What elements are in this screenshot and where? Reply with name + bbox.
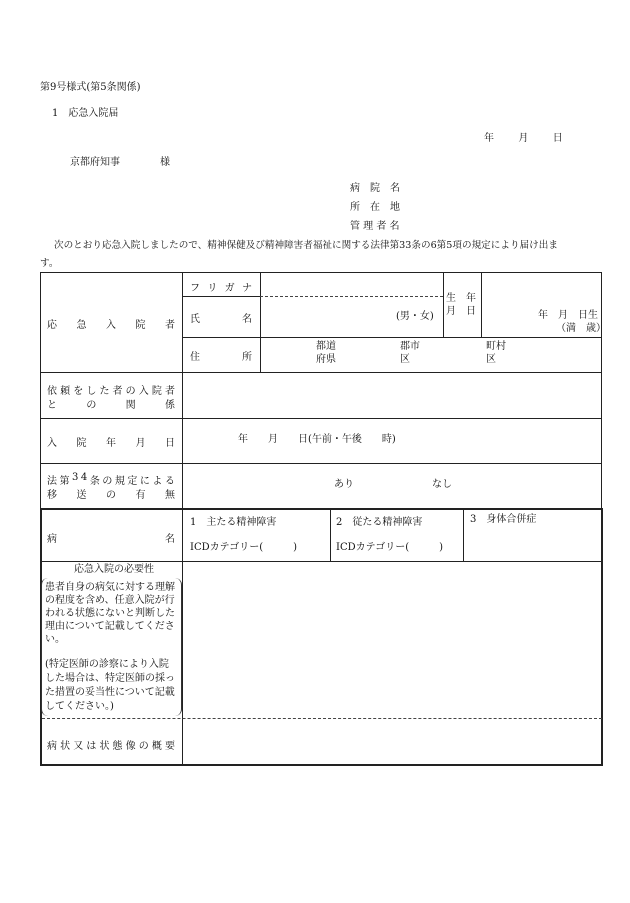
relation-char: 者 — [164, 386, 175, 397]
relation-char: を — [73, 386, 84, 397]
transfer-char: 条 — [89, 476, 100, 487]
patient-label — [47, 316, 175, 331]
condition-label — [47, 737, 175, 752]
relation-char: 者 — [112, 386, 123, 397]
relation-label-2 — [47, 396, 175, 411]
patient-label-char: 入 — [106, 320, 116, 331]
main-disorder: 1 主たる精神障害 — [190, 517, 277, 528]
necessity-note-line: 理由について記載してくださ — [45, 621, 175, 632]
physical-complication: 3 身体合併症 — [470, 514, 537, 525]
main-icd: ICDカテゴリー( ) — [190, 542, 298, 553]
name-label-char: 氏 — [190, 314, 200, 325]
relation-char: の — [125, 386, 136, 397]
transfer-char: 4 — [80, 472, 88, 483]
relation-char: 関 — [125, 400, 136, 411]
furigana-char: ナ — [241, 283, 252, 294]
disease-label — [47, 530, 175, 545]
sub-disorder: 2 従たる精神障害 — [336, 517, 423, 528]
condition-char: の — [138, 741, 149, 752]
relation-char: た — [99, 386, 110, 397]
birth-value-1: 年 月 日生 — [538, 310, 598, 321]
sub-icd: ICDカテゴリー( ) — [336, 542, 444, 553]
admission-char: 院 — [76, 438, 87, 449]
transfer-char: の — [102, 476, 113, 487]
transfer-yes: あり — [334, 479, 354, 490]
admission-char: 日 — [165, 438, 175, 449]
transfer-char: 定 — [127, 476, 138, 487]
patient-label-char: 院 — [135, 320, 146, 331]
transfer-label-2 — [47, 486, 175, 501]
name-label-char: 名 — [242, 314, 252, 325]
condition-char: 病 — [47, 741, 57, 752]
necessity-note — [45, 581, 175, 646]
patient-label-char: 急 — [76, 320, 87, 331]
hospital-manager-label: 管 理 者 名 — [350, 221, 400, 232]
admission-char: 月 — [135, 438, 146, 449]
necessity-note-line: い。 — [45, 634, 65, 645]
relation-label-1 — [47, 382, 175, 397]
condition-char: 概 — [151, 741, 162, 752]
relation-char: 院 — [151, 386, 162, 397]
transfer-char: 無 — [165, 490, 175, 501]
intro-line-2: す。 — [40, 258, 59, 269]
relation-char: 係 — [164, 400, 175, 411]
necessity-note-line: 患者自身の病気に対する理解 — [45, 582, 175, 593]
relation-char: 依 — [47, 386, 57, 397]
admission-value: 年 月 日(午前・午後 時) — [238, 434, 396, 445]
address-label-char: 住 — [190, 352, 200, 363]
condition-char: 要 — [164, 741, 175, 752]
necessity-title: 応急入院の必要性 — [74, 564, 154, 575]
address-pref-1: 都道 — [316, 341, 336, 352]
form-number: 第9号様式(第5条関係) — [40, 82, 141, 93]
admission-char: 年 — [106, 438, 116, 449]
transfer-char: る — [164, 476, 175, 487]
address-label — [190, 348, 252, 363]
transfer-char: に — [139, 476, 150, 487]
patient-label-char: 者 — [165, 320, 175, 331]
hospital-address-label: 所 在 地 — [350, 202, 400, 213]
birth-value-2: （満 歳） — [556, 323, 606, 334]
transfer-char: 規 — [114, 476, 125, 487]
address-pref-2: 府県 — [316, 354, 336, 365]
transfer-label-1 — [47, 472, 175, 487]
intro-line-1: 次のとおり応急入院しましたので、精神保健及び精神障害者福祉に関する法律第33条の6第5項の規定により届け出ま — [54, 240, 558, 251]
relation-char: 入 — [138, 386, 149, 397]
necessity-note-line: してください。) — [45, 701, 114, 712]
admission-label — [47, 434, 175, 449]
necessity-note-line: た措置の妥当性について記載 — [45, 687, 175, 698]
transfer-char: 移 — [47, 490, 57, 501]
relation-char: し — [86, 386, 97, 397]
condition-char: は — [86, 741, 97, 752]
name-label — [190, 310, 252, 325]
address-label-char: 所 — [242, 352, 252, 363]
hospital-name-label: 病 院 名 — [350, 183, 400, 194]
date-year: 年 — [484, 133, 494, 144]
date-day: 日 — [552, 133, 563, 144]
necessity-note-2 — [45, 658, 175, 714]
furigana-char: ガ — [224, 283, 235, 294]
relation-char: と — [47, 400, 57, 411]
condition-char: 状 — [99, 741, 110, 752]
transfer-char: 第 — [59, 476, 70, 487]
condition-char: 態 — [112, 741, 123, 752]
transfer-char: の — [106, 490, 116, 501]
birth-label-2: 月 日 — [446, 306, 476, 317]
disease-char: 名 — [165, 534, 175, 545]
gender-field: (男・女) — [396, 311, 434, 322]
form-title: 1 応急入院届 — [52, 108, 119, 119]
transfer-char: 有 — [135, 490, 146, 501]
addressee-honorific: 様 — [160, 157, 170, 168]
addressee-name: 京都府知事 — [70, 157, 120, 168]
necessity-note-line: した場合は、特定医師の採っ — [45, 673, 175, 684]
date-month: 月 — [518, 133, 529, 144]
birth-label-1: 生 年 — [446, 293, 476, 304]
furigana-char: フ — [190, 283, 200, 294]
date-line — [484, 133, 563, 145]
relation-char: の — [86, 400, 97, 411]
condition-char: 状 — [60, 741, 71, 752]
disease-char: 病 — [47, 534, 57, 545]
transfer-char: 送 — [76, 490, 87, 501]
transfer-char: 3 — [72, 472, 79, 483]
furigana-label — [190, 279, 252, 294]
relation-char: 頼 — [60, 386, 71, 397]
address-town-2: 区 — [486, 354, 496, 365]
condition-char: 又 — [73, 741, 84, 752]
necessity-note-line: の程度を含め、任意入院が行 — [45, 595, 175, 606]
necessity-note-line: われる状態にないと判断した — [45, 608, 175, 619]
patient-label-char: 応 — [47, 320, 57, 331]
transfer-no: なし — [432, 479, 452, 490]
transfer-char: よ — [152, 476, 163, 487]
admission-char: 入 — [47, 438, 57, 449]
address-city-1: 郡市 — [400, 341, 420, 352]
address-town-1: 町村 — [486, 341, 506, 352]
address-city-2: 区 — [400, 354, 410, 365]
transfer-char: 法 — [47, 476, 57, 487]
condition-char: 像 — [125, 741, 136, 752]
necessity-note-line: (特定医師の診察により入院 — [45, 659, 169, 670]
furigana-char: リ — [207, 283, 218, 294]
